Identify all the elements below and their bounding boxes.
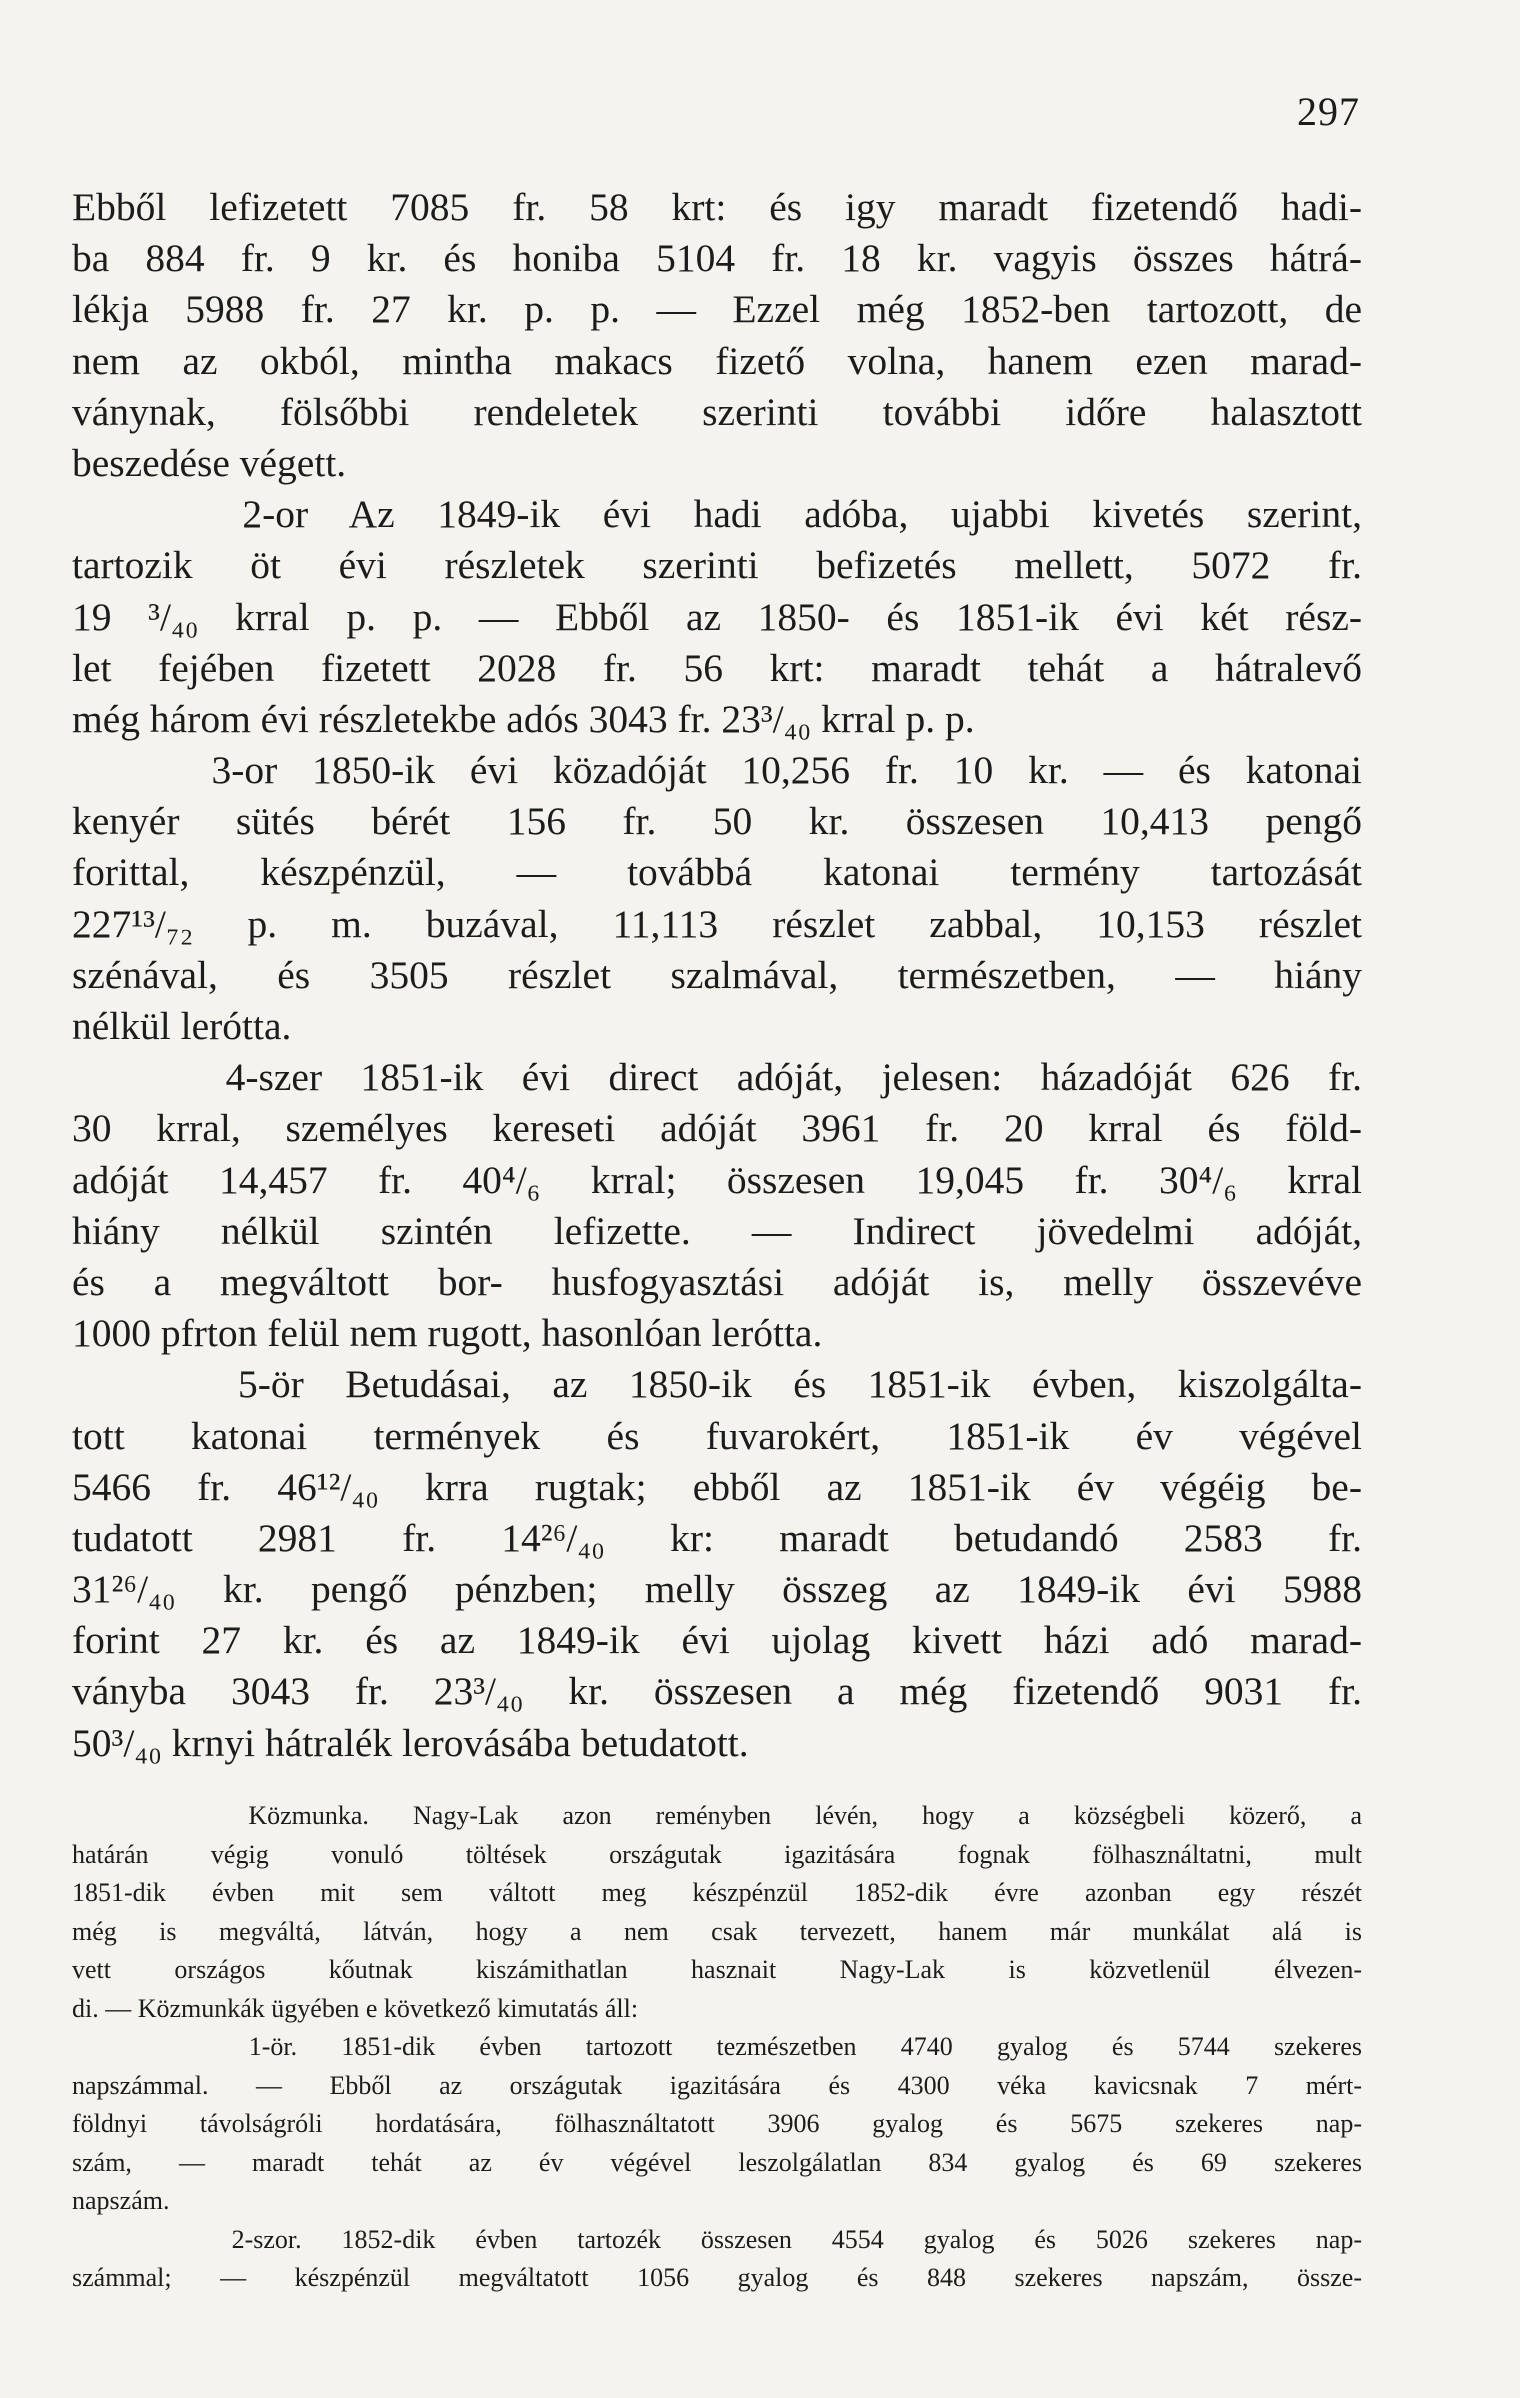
text-line: nem az okból, mintha makacs fizető volna, hanem ezen marad- bbox=[72, 338, 1362, 383]
footnote-line: határán végig vonuló töltések országutak igazitására fognak fölhasználtatni, mult bbox=[72, 1839, 1362, 1869]
text-line: 1000 pfrton felül nem rugott, hasonlóan lerótta. bbox=[72, 1311, 823, 1356]
text-line: 30 krral, személyes kereseti adóját 3961 fr. 20 krral és föld- bbox=[72, 1106, 1362, 1151]
footnote-line: szám, — maradt tehát az év végével leszolgálatlan 834 gyalog és 69 szekeres bbox=[72, 2147, 1362, 2177]
footnote-line: napszámmal. — Ebből az országutak igazitására és 4300 véka kavicsnak 7 mért- bbox=[72, 2070, 1362, 2100]
text-line: tudatott 2981 fr. 14²⁶/₄₀ kr: maradt betudandó 2583 fr. bbox=[72, 1515, 1362, 1560]
text-line: nélkül lerótta. bbox=[72, 1004, 292, 1048]
footnote-line: di. — Közmunkák ügyében e következő kimutatás áll: bbox=[72, 1993, 639, 2023]
text-line: még három évi részletekbe adós 3043 fr. 23³/₄₀ krral p. p. bbox=[72, 696, 975, 741]
text-line: Ebből lefizetett 7085 fr. 58 krt: és igy maradt fizetendő hadi- bbox=[72, 185, 1362, 229]
footnote-line: napszám. bbox=[72, 2186, 170, 2215]
text-line: forint 27 kr. és az 1849-ik évi ujolag kivett házi adó marad- bbox=[72, 1618, 1362, 1663]
text-line: adóját 14,457 fr. 40⁴/₆ krral; összesen 19,045 fr. 30⁴/₆ krral bbox=[72, 1157, 1362, 1202]
text-line: let fejében fizetett 2028 fr. 56 krt: maradt tehát a hátralevő bbox=[72, 645, 1362, 690]
text-line: 3-or 1850-ik évi közadóját 10,256 fr. 10 kr. — és katonai bbox=[72, 748, 1362, 793]
text-line: kenyér sütés bérét 156 fr. 50 kr. összesen 10,413 pengő bbox=[72, 799, 1362, 844]
text-line: 2-or Az 1849-ik évi hadi adóba, ujabbi kivetés szerint, bbox=[72, 492, 1362, 537]
text-line: 227¹³/₇₂ p. m. buzával, 11,113 részlet zabbal, 10,153 részlet bbox=[72, 901, 1362, 946]
text-line: szénával, és 3505 részlet szalmával, természetben, — hiány bbox=[72, 952, 1362, 997]
text-line: ványba 3043 fr. 23³/₄₀ kr. összesen a még fizetendő 9031 fr. bbox=[72, 1669, 1362, 1714]
footnote-line: 1-ör. 1851-dik évben tartozott tezmészetben 4740 gyalog és 5744 szekeres bbox=[72, 2032, 1362, 2061]
page-number: 297 bbox=[1297, 89, 1360, 134]
footnote-line: vett országos kőutnak kiszámithatlan hasznait Nagy-Lak is közvetlenül élvezen- bbox=[72, 1955, 1362, 1984]
text-line: 4-szer 1851-ik évi direct adóját, jelesen: házadóját 626 fr. bbox=[72, 1055, 1362, 1100]
text-line: forittal, készpénzül, — továbbá katonai termény tartozását bbox=[72, 850, 1362, 895]
text-line: 5466 fr. 46¹²/₄₀ krra rugtak; ebből az 1851-ik év végéig be- bbox=[72, 1464, 1362, 1509]
text-line: beszedése végett. bbox=[72, 440, 347, 485]
footnote-line: 2-szor. 1852-dik évben tartozék összesen 4554 gyalog és 5026 szekeres nap- bbox=[72, 2224, 1362, 2254]
footnote-line: 1851-dik évben mit sem váltott meg készpénzül 1852-dik évre azonban egy részét bbox=[72, 1878, 1362, 1907]
footnote-line: számmal; — készpénzül megváltatott 1056 gyalog és 848 szekeres napszám, össze- bbox=[72, 2263, 1362, 2292]
text-line: és a megváltott bor- husfogyasztási adóját is, melly összevéve bbox=[72, 1259, 1362, 1304]
text-line: tartozik öt évi részletek szerinti befizetés mellett, 5072 fr. bbox=[72, 543, 1362, 588]
main-text bbox=[72, 182, 1362, 1769]
text-line: 19 ³/₄₀ krral p. p. — Ebből az 1850- és 1851-ik évi két rész- bbox=[72, 594, 1362, 639]
text-line: 31²⁶/₄₀ kr. pengő pénzben; melly összeg az 1849-ik évi 5988 bbox=[72, 1567, 1362, 1612]
text-line: 50³/₄₀ krnyi hátralék lerovásába betudatott. bbox=[72, 1720, 749, 1765]
footnote-line: Közmunka. Nagy-Lak azon reményben lévén, hogy a községbeli közerő, a bbox=[72, 1801, 1362, 1830]
footnote-line: még is megváltá, látván, hogy a nem csak tervezett, hanem már munkálat alá is bbox=[72, 1916, 1362, 1946]
text-line: lékja 5988 fr. 27 kr. p. p. — Ezzel még 1852-ben tartozott, de bbox=[72, 287, 1362, 332]
text-line: 5-ör Betudásai, az 1850-ik és 1851-ik évben, kiszolgálta- bbox=[72, 1362, 1362, 1407]
text-line: tott katonai termények és fuvarokért, 1851-ik év végével bbox=[72, 1413, 1362, 1458]
text-line: ba 884 fr. 9 kr. és honiba 5104 fr. 18 kr. vagyis összes hátrá- bbox=[72, 236, 1362, 281]
footnote-text bbox=[72, 1797, 1362, 2298]
text-line: hiány nélkül szintén lefizette. — Indirect jövedelmi adóját, bbox=[72, 1208, 1362, 1253]
footnote-line: földnyi távolságróli hordatására, fölhasználtatott 3906 gyalog és 5675 szekeres nap- bbox=[72, 2109, 1362, 2138]
text-line: ványnak, fölsőbbi rendeletek szerinti további időre halasztott bbox=[72, 389, 1362, 434]
